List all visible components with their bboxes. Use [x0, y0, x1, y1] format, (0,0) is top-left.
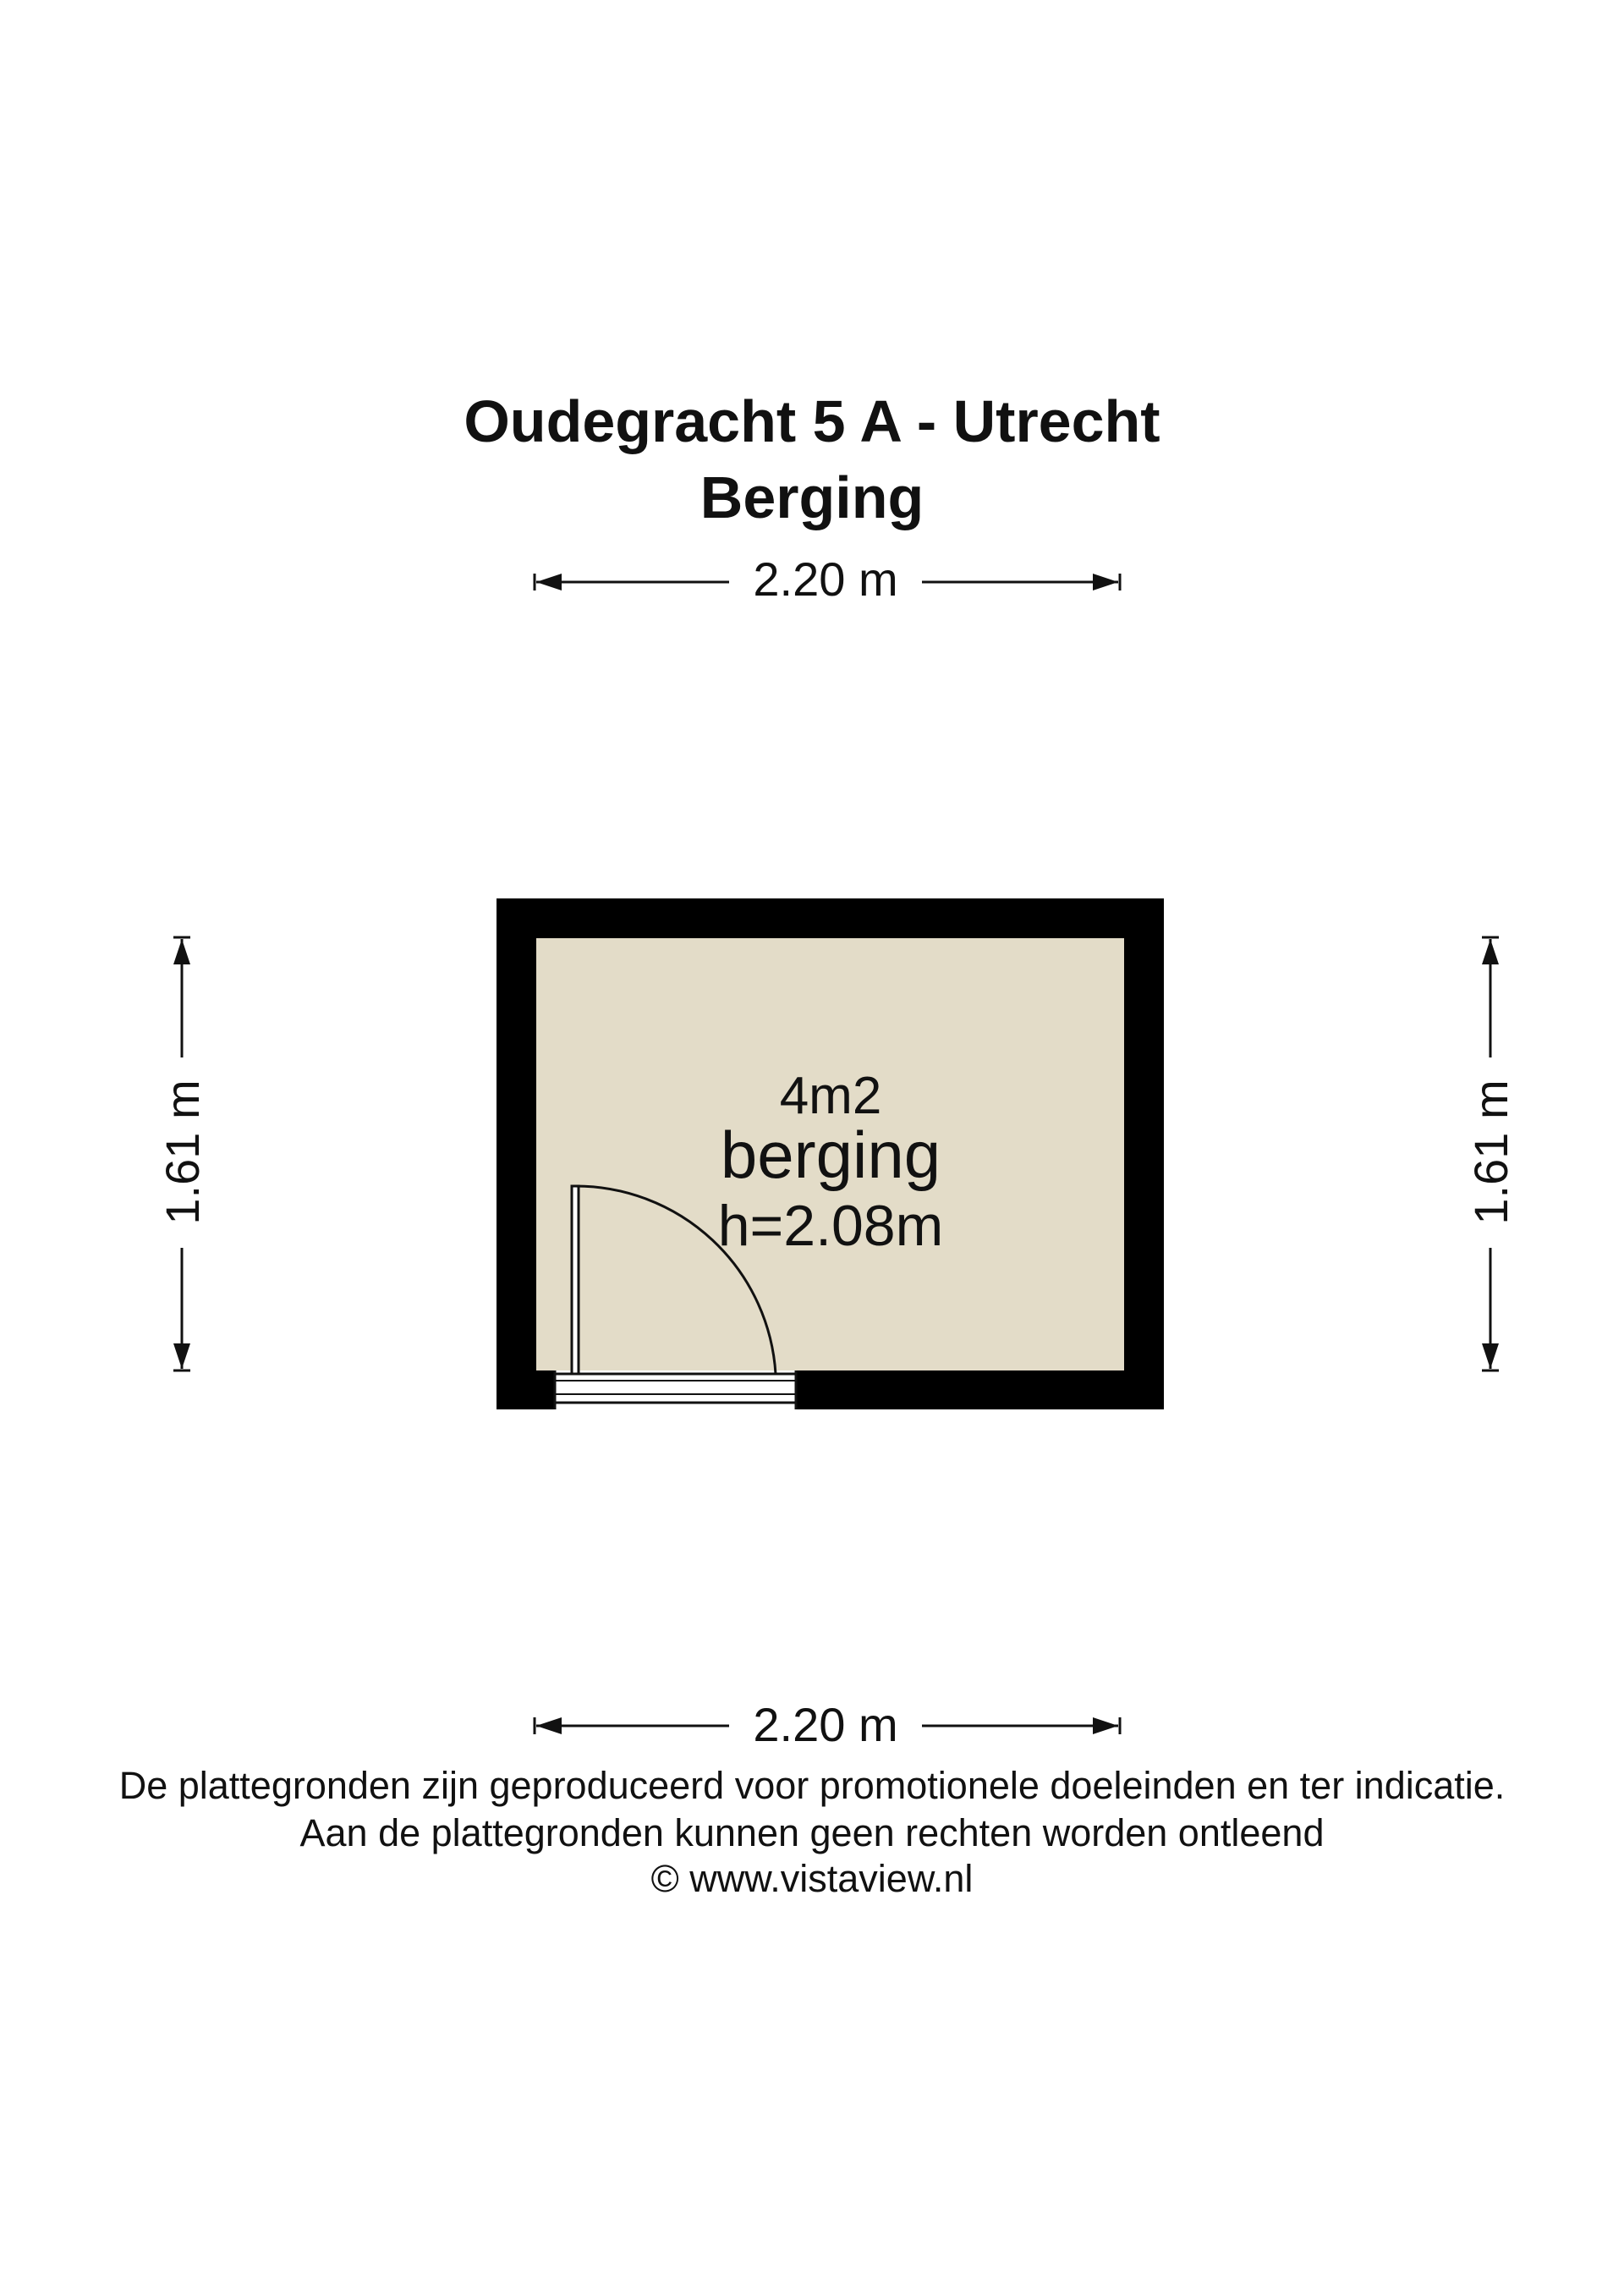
dimension-left-label: 1.61 m — [156, 1079, 209, 1225]
dimension-left-arrow-top — [173, 939, 190, 964]
disclaimer-line-1: De plattegronden zijn geproduceerd voor promotionele doeleinden en ter indicatie. — [118, 1764, 1506, 1807]
plan-subtitle: Berging — [700, 464, 924, 530]
copyright-line: © www.vistaview.nl — [650, 1857, 974, 1900]
dimension-bottom — [535, 1698, 1120, 1751]
dimension-bottom-label: 2.20 m — [753, 1698, 898, 1751]
dimension-top — [535, 552, 1120, 606]
dimension-top-arrow-right — [1093, 574, 1118, 590]
room-height-label: h=2.08m — [717, 1194, 944, 1258]
room-name-label: berging — [720, 1118, 941, 1192]
dimension-left-arrow-bottom — [173, 1343, 190, 1369]
dimension-right-arrow-bottom — [1482, 1343, 1499, 1369]
door-leaf — [572, 1186, 579, 1374]
dimension-top-arrow-left — [536, 574, 562, 590]
dimension-left — [156, 937, 209, 1370]
dimension-right-arrow-top — [1482, 939, 1499, 964]
disclaimer-line-2: Aan de plattegronden kunnen geen rechten worden ontleend — [299, 1811, 1325, 1854]
room-area-label: 4m2 — [779, 1067, 882, 1125]
dimension-bottom-arrow-left — [536, 1717, 562, 1734]
dimension-bottom-arrow-right — [1093, 1717, 1118, 1734]
dimension-top-label: 2.20 m — [753, 552, 898, 606]
dimension-right — [1464, 937, 1517, 1370]
dimension-right-label: 1.61 m — [1464, 1079, 1517, 1225]
plan-title: Oudegracht 5 A - Utrecht — [464, 388, 1160, 454]
